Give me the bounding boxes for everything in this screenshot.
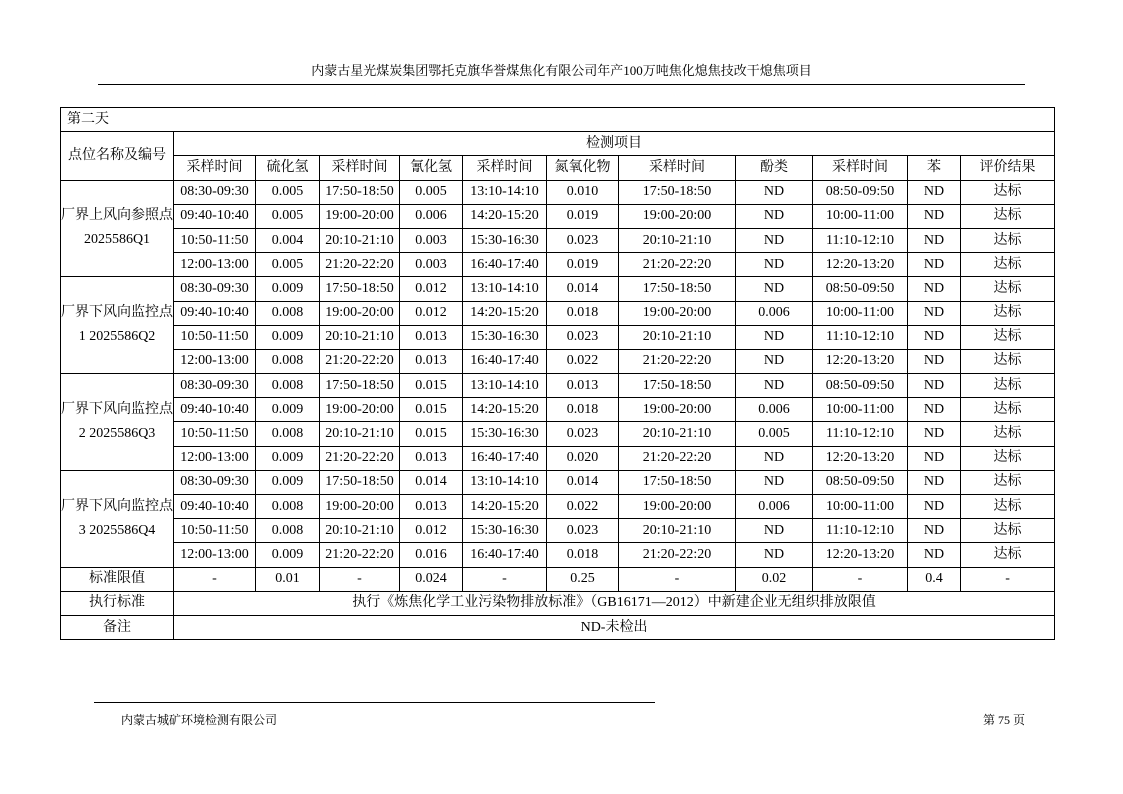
table-cell: 0.013 — [400, 495, 463, 519]
table-cell: 17:50-18:50 — [619, 180, 736, 204]
table-cell: 11:10-12:10 — [813, 519, 908, 543]
station-name-cell: 厂界上风向参照点 2025586Q1 — [61, 180, 174, 277]
table-cell: 11:10-12:10 — [813, 325, 908, 349]
table-row — [61, 446, 1055, 470]
table-cell: 达标 — [961, 422, 1055, 446]
column-header: 氮氧化物 — [547, 156, 619, 180]
table-cell: ND — [736, 470, 813, 494]
table-cell: 15:30-16:30 — [463, 422, 547, 446]
table-cell: 17:50-18:50 — [320, 374, 400, 398]
limit-value: 0.024 — [400, 567, 463, 591]
column-header: 苯 — [908, 156, 961, 180]
footer-company: 内蒙古城矿环境检测有限公司 — [121, 713, 278, 727]
table-cell: 17:50-18:50 — [320, 180, 400, 204]
remark-text: ND-未检出 — [174, 615, 1055, 639]
table-cell: 达标 — [961, 277, 1055, 301]
table-cell: ND — [908, 470, 961, 494]
table-cell: 11:10-12:10 — [813, 228, 908, 252]
table-cell: 0.008 — [256, 301, 320, 325]
table-cell: 0.012 — [400, 277, 463, 301]
table-cell: 19:00-20:00 — [619, 398, 736, 422]
table-cell: 0.014 — [547, 470, 619, 494]
table-cell: 0.013 — [400, 349, 463, 373]
table-cell: ND — [908, 374, 961, 398]
table-cell: ND — [908, 228, 961, 252]
table-cell: 0.010 — [547, 180, 619, 204]
table-cell: ND — [736, 519, 813, 543]
limit-row — [61, 567, 1055, 591]
column-header: 氰化氢 — [400, 156, 463, 180]
items-header: 检测项目 — [174, 132, 1055, 156]
table-cell: 0.023 — [547, 228, 619, 252]
table-cell: 0.015 — [400, 374, 463, 398]
table-cell: 13:10-14:10 — [463, 374, 547, 398]
table-cell: 0.015 — [400, 422, 463, 446]
station-name-cell: 厂界下风向监控点 2 2025586Q3 — [61, 374, 174, 471]
table-cell: 10:50-11:50 — [174, 228, 256, 252]
table-cell: 达标 — [961, 349, 1055, 373]
limit-label: 标准限值 — [61, 567, 174, 591]
table-cell: 0.008 — [256, 519, 320, 543]
table-cell: 16:40-17:40 — [463, 349, 547, 373]
limit-value: 0.02 — [736, 567, 813, 591]
table-cell: ND — [908, 422, 961, 446]
table-cell: 12:20-13:20 — [813, 349, 908, 373]
limit-value: 0.25 — [547, 567, 619, 591]
table-cell: ND — [908, 180, 961, 204]
table-cell: 15:30-16:30 — [463, 228, 547, 252]
table-cell: 19:00-20:00 — [320, 301, 400, 325]
table-cell: 0.006 — [736, 495, 813, 519]
table-cell: 达标 — [961, 301, 1055, 325]
day-label: 第二天 — [61, 108, 1055, 132]
table-cell: 0.003 — [400, 253, 463, 277]
table-cell: 21:20-22:20 — [619, 349, 736, 373]
table-cell: ND — [908, 277, 961, 301]
table-cell: 09:40-10:40 — [174, 301, 256, 325]
limit-value: - — [813, 567, 908, 591]
table-cell: 13:10-14:10 — [463, 277, 547, 301]
table-cell: 0.012 — [400, 519, 463, 543]
table-cell: 0.005 — [256, 204, 320, 228]
table-cell: 21:20-22:20 — [320, 543, 400, 567]
table-cell: 17:50-18:50 — [619, 470, 736, 494]
table-cell: 0.023 — [547, 325, 619, 349]
table-row — [61, 495, 1055, 519]
table-cell: 13:10-14:10 — [463, 470, 547, 494]
table-cell: 10:50-11:50 — [174, 519, 256, 543]
limit-value: 0.4 — [908, 567, 961, 591]
table-cell: 0.006 — [736, 301, 813, 325]
table-cell: 19:00-20:00 — [619, 301, 736, 325]
table-cell: 19:00-20:00 — [320, 204, 400, 228]
table-row — [61, 277, 1055, 301]
table-cell: 0.005 — [736, 422, 813, 446]
table-cell: 19:00-20:00 — [619, 204, 736, 228]
table-row — [61, 325, 1055, 349]
station-header: 点位名称及编号 — [61, 132, 174, 180]
table-cell: ND — [736, 180, 813, 204]
table-cell: 09:40-10:40 — [174, 204, 256, 228]
table-cell: 0.003 — [400, 228, 463, 252]
station-name-cell: 厂界下风向监控点 1 2025586Q2 — [61, 277, 174, 374]
column-header: 采样时间 — [813, 156, 908, 180]
remark-row — [61, 615, 1055, 639]
limit-value: - — [961, 567, 1055, 591]
table-cell: 0.019 — [547, 204, 619, 228]
station-name-cell: 厂界下风向监控点 3 2025586Q4 — [61, 470, 174, 567]
footer-page-number: 第 75 页 — [982, 713, 1025, 727]
table-cell: 0.006 — [400, 204, 463, 228]
table-cell: 19:00-20:00 — [619, 495, 736, 519]
table-cell: ND — [736, 253, 813, 277]
table-cell: 达标 — [961, 325, 1055, 349]
table-row — [61, 301, 1055, 325]
table-cell: ND — [736, 277, 813, 301]
table-cell: 08:50-09:50 — [813, 374, 908, 398]
table-row — [61, 422, 1055, 446]
table-cell: 达标 — [961, 253, 1055, 277]
table-cell: 0.005 — [400, 180, 463, 204]
table-cell: 08:30-09:30 — [174, 374, 256, 398]
table-cell: 0.012 — [400, 301, 463, 325]
table-cell: 达标 — [961, 204, 1055, 228]
table-cell: 12:20-13:20 — [813, 253, 908, 277]
table-cell: 0.005 — [256, 180, 320, 204]
table-cell: 0.019 — [547, 253, 619, 277]
table-cell: 0.009 — [256, 446, 320, 470]
table-cell: ND — [908, 253, 961, 277]
table-row — [61, 180, 1055, 204]
table-cell: 16:40-17:40 — [463, 446, 547, 470]
table-cell: ND — [908, 495, 961, 519]
column-header: 评价结果 — [961, 156, 1055, 180]
table-cell: 21:20-22:20 — [619, 446, 736, 470]
table-cell: 14:20-15:20 — [463, 495, 547, 519]
footer-divider — [94, 702, 655, 703]
table-cell: 15:30-16:30 — [463, 519, 547, 543]
table-cell: ND — [736, 374, 813, 398]
table-cell: 达标 — [961, 374, 1055, 398]
table-cell: 08:50-09:50 — [813, 277, 908, 301]
header-divider — [98, 84, 1025, 85]
table-row — [61, 228, 1055, 252]
column-header: 采样时间 — [463, 156, 547, 180]
column-header: 采样时间 — [320, 156, 400, 180]
table-cell: 达标 — [961, 543, 1055, 567]
column-header: 硫化氢 — [256, 156, 320, 180]
table-cell: 19:00-20:00 — [320, 398, 400, 422]
table-cell: 20:10-21:10 — [320, 519, 400, 543]
page-header-title: 内蒙古星光煤炭集团鄂托克旗华誉煤焦化有限公司年产100万吨焦化熄焦技改干熄焦项目 — [311, 63, 812, 78]
table-cell: 08:30-09:30 — [174, 277, 256, 301]
table-cell: 0.005 — [256, 253, 320, 277]
table-cell: 17:50-18:50 — [619, 277, 736, 301]
table-cell: 0.009 — [256, 543, 320, 567]
table-cell: 19:00-20:00 — [320, 495, 400, 519]
table-row — [61, 470, 1055, 494]
table-cell: 0.023 — [547, 519, 619, 543]
table-cell: 0.022 — [547, 495, 619, 519]
table-cell: 0.008 — [256, 374, 320, 398]
table-cell: ND — [908, 325, 961, 349]
limit-value: 0.01 — [256, 567, 320, 591]
table-cell: 0.023 — [547, 422, 619, 446]
table-cell: 0.016 — [400, 543, 463, 567]
table-cell: 0.014 — [400, 470, 463, 494]
table-cell: 10:00-11:00 — [813, 398, 908, 422]
table-cell: 16:40-17:40 — [463, 543, 547, 567]
table-cell: 14:20-15:20 — [463, 398, 547, 422]
table-cell: 14:20-15:20 — [463, 301, 547, 325]
table-row — [61, 253, 1055, 277]
table-cell: 10:00-11:00 — [813, 301, 908, 325]
table-cell: 12:00-13:00 — [174, 349, 256, 373]
standard-text: 执行《炼焦化学工业污染物排放标准》（GB16171—2012）中新建企业无组织排放限值 — [174, 591, 1055, 615]
column-header-row — [61, 156, 1055, 180]
table-cell: 10:00-11:00 — [813, 204, 908, 228]
table-cell: 15:30-16:30 — [463, 325, 547, 349]
table-cell: 达标 — [961, 519, 1055, 543]
table-cell: 0.022 — [547, 349, 619, 373]
table-cell: 21:20-22:20 — [320, 253, 400, 277]
table-cell: 0.013 — [400, 325, 463, 349]
table-cell: 达标 — [961, 446, 1055, 470]
table-cell: ND — [736, 204, 813, 228]
table-cell: 09:40-10:40 — [174, 495, 256, 519]
table-cell: ND — [908, 349, 961, 373]
table-cell: 0.004 — [256, 228, 320, 252]
table-cell: 20:10-21:10 — [619, 325, 736, 349]
table-cell: 20:10-21:10 — [320, 422, 400, 446]
table-cell: 10:50-11:50 — [174, 325, 256, 349]
table-cell: 20:10-21:10 — [320, 325, 400, 349]
table-cell: 08:50-09:50 — [813, 180, 908, 204]
table-cell: 21:20-22:20 — [320, 349, 400, 373]
column-header: 采样时间 — [174, 156, 256, 180]
table-cell: ND — [908, 398, 961, 422]
table-cell: 0.006 — [736, 398, 813, 422]
table-cell: 0.018 — [547, 398, 619, 422]
table-cell: 达标 — [961, 228, 1055, 252]
table-cell: ND — [908, 446, 961, 470]
table-cell: 08:50-09:50 — [813, 470, 908, 494]
standard-row — [61, 591, 1055, 615]
table-row — [61, 398, 1055, 422]
table-cell: 20:10-21:10 — [619, 422, 736, 446]
table-row — [61, 349, 1055, 373]
limit-value: - — [463, 567, 547, 591]
table-cell: 0.009 — [256, 470, 320, 494]
table-cell: 0.008 — [256, 422, 320, 446]
table-cell: 13:10-14:10 — [463, 180, 547, 204]
table-cell: 14:20-15:20 — [463, 204, 547, 228]
table-cell: 12:00-13:00 — [174, 446, 256, 470]
table-cell: 17:50-18:50 — [320, 277, 400, 301]
table-cell: 达标 — [961, 495, 1055, 519]
table-cell: 达标 — [961, 180, 1055, 204]
table-cell: ND — [736, 228, 813, 252]
column-header: 采样时间 — [619, 156, 736, 180]
table-cell: 09:40-10:40 — [174, 398, 256, 422]
table-cell: 达标 — [961, 398, 1055, 422]
table-row — [61, 543, 1055, 567]
table-cell: 17:50-18:50 — [320, 470, 400, 494]
table-cell: ND — [908, 519, 961, 543]
table-cell: 08:30-09:30 — [174, 180, 256, 204]
table-cell: 0.014 — [547, 277, 619, 301]
table-cell: 0.008 — [256, 495, 320, 519]
table-cell: 12:00-13:00 — [174, 253, 256, 277]
table-row — [61, 519, 1055, 543]
remark-label: 备注 — [61, 615, 174, 639]
table-cell: 0.015 — [400, 398, 463, 422]
standard-label: 执行标准 — [61, 591, 174, 615]
table-cell: 达标 — [961, 470, 1055, 494]
column-header: 酚类 — [736, 156, 813, 180]
table-cell: ND — [908, 204, 961, 228]
limit-value: - — [320, 567, 400, 591]
day-row — [61, 108, 1055, 132]
table-cell: 21:20-22:20 — [619, 543, 736, 567]
table-cell: 12:20-13:20 — [813, 446, 908, 470]
table-cell: 10:00-11:00 — [813, 495, 908, 519]
limit-value: - — [174, 567, 256, 591]
table-cell: 0.009 — [256, 325, 320, 349]
table-cell: 11:10-12:10 — [813, 422, 908, 446]
table-cell: 20:10-21:10 — [619, 228, 736, 252]
table-row — [61, 374, 1055, 398]
table-cell: 08:30-09:30 — [174, 470, 256, 494]
table-cell: 21:20-22:20 — [320, 446, 400, 470]
table-cell: 21:20-22:20 — [619, 253, 736, 277]
table-cell: 20:10-21:10 — [320, 228, 400, 252]
table-cell: 0.020 — [547, 446, 619, 470]
table-cell: ND — [736, 543, 813, 567]
table-cell: ND — [736, 325, 813, 349]
limit-value: - — [619, 567, 736, 591]
table-cell: 0.018 — [547, 301, 619, 325]
monitoring-results-table — [60, 107, 1055, 640]
table-cell: 20:10-21:10 — [619, 519, 736, 543]
items-header-row — [61, 132, 1055, 156]
table-cell: ND — [736, 446, 813, 470]
table-row — [61, 204, 1055, 228]
table-cell: ND — [736, 349, 813, 373]
table-cell: 16:40-17:40 — [463, 253, 547, 277]
table-cell: 12:20-13:20 — [813, 543, 908, 567]
table-cell: 10:50-11:50 — [174, 422, 256, 446]
table-cell: ND — [908, 543, 961, 567]
table-cell: ND — [908, 301, 961, 325]
table-cell: 0.018 — [547, 543, 619, 567]
table-cell: 0.013 — [547, 374, 619, 398]
table-cell: 17:50-18:50 — [619, 374, 736, 398]
table-cell: 0.009 — [256, 277, 320, 301]
table-cell: 0.013 — [400, 446, 463, 470]
table-cell: 0.009 — [256, 398, 320, 422]
table-cell: 12:00-13:00 — [174, 543, 256, 567]
table-cell: 0.008 — [256, 349, 320, 373]
